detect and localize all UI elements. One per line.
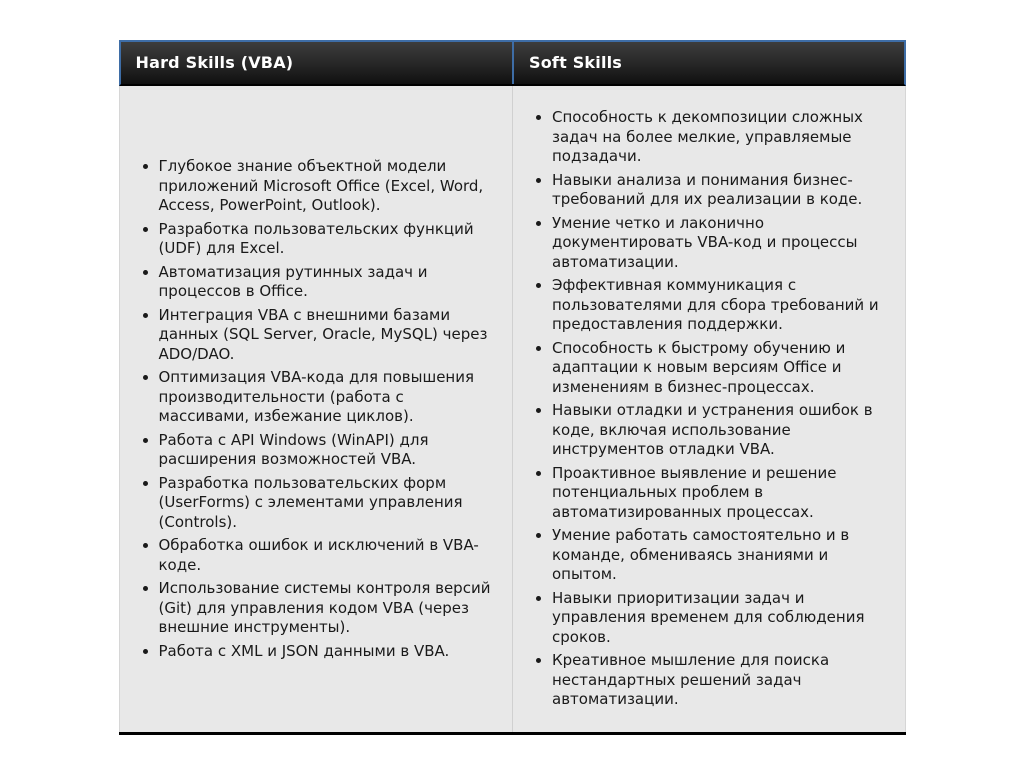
list-item: • Способность к декомпозиции сложных задач на более мелкие, управляемые подзадачи. bbox=[552, 108, 889, 167]
list-item: • Креативное мышление для поиска нестандартных решений задач автоматизации. bbox=[552, 651, 889, 710]
column-header-hard-skills: Hard Skills (VBA) bbox=[135, 53, 294, 72]
list-item: • Разработка пользовательских форм (UserForms) с элементами управления (Controls). bbox=[159, 474, 497, 533]
list-item: • Обработка ошибок и исключений в VBA-коде. bbox=[159, 536, 497, 575]
hard-skills-list bbox=[136, 153, 497, 665]
list-item: • Использование системы контроля версий (Git) для управления кодом VBA (через внешние инструменты). bbox=[159, 579, 497, 638]
table-header-row bbox=[119, 40, 906, 86]
hard-skills-cell bbox=[120, 86, 513, 732]
list-item: • Навыки анализа и понимания бизнес-требований для их реализации в коде. bbox=[552, 171, 889, 210]
skills-table bbox=[119, 40, 906, 735]
list-item: • Умение четко и лаконично документировать VBA-код и процессы автоматизации. bbox=[552, 214, 889, 273]
list-item: • Разработка пользовательских функций (UDF) для Excel. bbox=[159, 220, 497, 259]
list-item: • Автоматизация рутинных задач и процессов в Office. bbox=[159, 263, 497, 302]
list-item: • Умение работать самостоятельно и в команде, обмениваясь знаниями и опытом. bbox=[552, 526, 889, 585]
list-item: • Навыки приоритизации задач и управления временем для соблюдения сроков. bbox=[552, 589, 889, 648]
list-item: • Работа с XML и JSON данными в VBA. bbox=[159, 642, 497, 662]
column-header-soft-skills: Soft Skills bbox=[512, 42, 904, 84]
list-item: • Эффективная коммуникация с пользователями для сбора требований и предоставления поддержки. bbox=[552, 276, 889, 335]
list-item: • Глубокое знание объектной модели приложений Microsoft Office (Excel, Word, Access, PowerPoint, Outlook). bbox=[159, 157, 497, 216]
list-item: • Оптимизация VBA-кода для повышения производительности (работа с массивами, избежание циклов). bbox=[159, 368, 497, 427]
list-item: • Интеграция VBA с внешними базами данных (SQL Server, Oracle, MySQL) через ADO/DAO. bbox=[159, 306, 497, 365]
list-item: • Навыки отладки и устранения ошибок в коде, включая использование инструментов отладки VBA. bbox=[552, 401, 889, 460]
list-item: • Работа с API Windows (WinAPI) для расширения возможностей VBA. bbox=[159, 431, 497, 470]
soft-skills-cell bbox=[512, 86, 905, 732]
list-item: • Проактивное выявление и решение потенциальных проблем в автоматизированных процессах. bbox=[552, 464, 889, 523]
table-body-row bbox=[119, 86, 906, 732]
soft-skills-list bbox=[529, 104, 889, 714]
list-item: • Способность к быстрому обучению и адаптации к новым версиям Office и изменениям в бизнес-процессах. bbox=[552, 339, 889, 398]
